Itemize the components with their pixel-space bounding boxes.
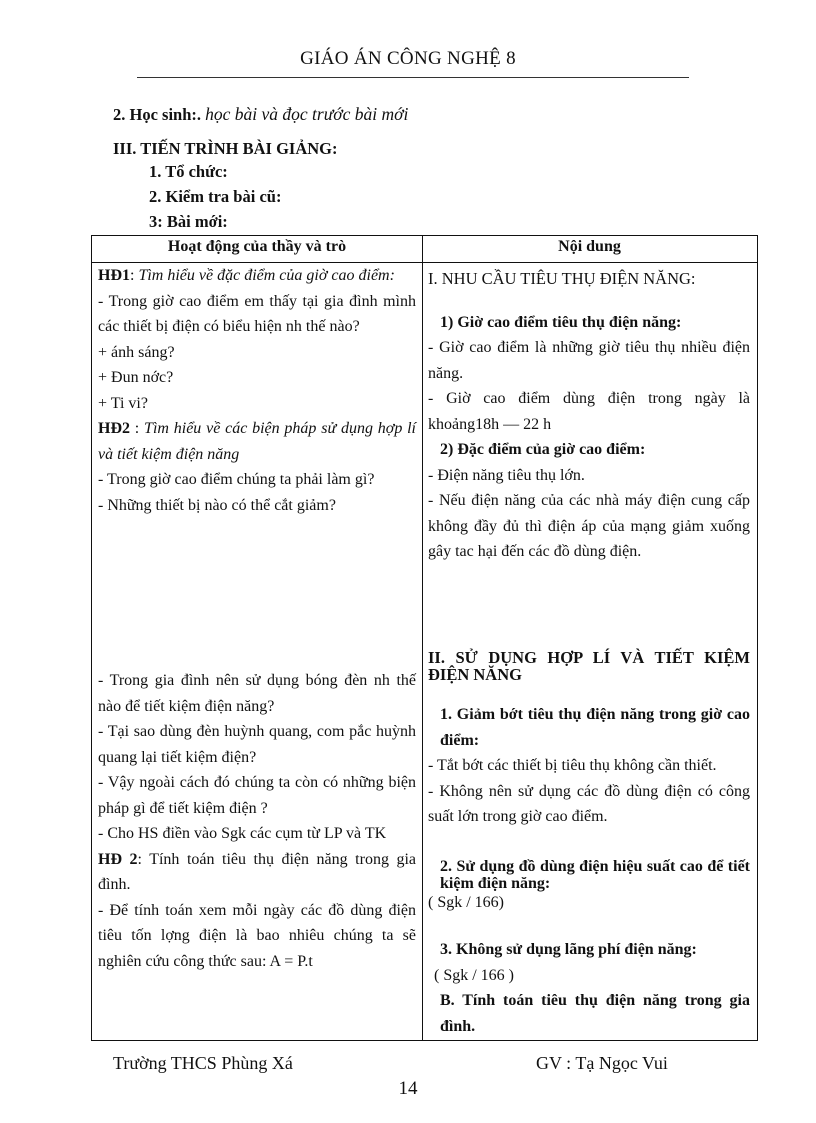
column-header-content: Nội dung xyxy=(558,238,621,255)
question-peak-hours: - Trong giờ cao điểm em thấy tại gia đình mình các thiết bị điện có biểu hiện nh thế nào? xyxy=(98,292,416,335)
subheading-peak-hours: 1) Giờ cao điểm tiêu thụ điện năng: xyxy=(440,313,682,331)
text-turn-off: - Tắt bớt các thiết bị tiêu thụ không cần thiết. xyxy=(428,757,717,774)
question-other-measures: - Vậy ngoài cách đó chúng ta còn có những biện pháp gì để tiết kiệm điện ? xyxy=(98,774,416,817)
text-voltage-drop: - Nếu điện năng của các nhà máy điện cung cấp không đầy đủ thì điện áp của mạng giảm xuống gây tac hại đến các đồ dùng điện. xyxy=(428,492,750,560)
hd2-label: HĐ2 xyxy=(98,420,130,437)
page-header-title: GIÁO ÁN CÔNG NGHỆ 8 xyxy=(300,48,516,69)
text-high-consumption: - Điện năng tiêu thụ lớn. xyxy=(428,466,585,484)
section-title: III. TIẾN TRÌNH BÀI GIẢNG: xyxy=(113,139,338,158)
question-devices-cut: - Những thiết bị nào có thể cắt giảm? xyxy=(98,496,336,514)
hd2-colon: : xyxy=(130,420,145,437)
content-part-one xyxy=(428,266,750,565)
column-header-activities: Hoạt động của thầy và trò xyxy=(167,238,347,255)
hd1-label: HĐ1 xyxy=(98,267,130,284)
header-divider xyxy=(137,77,689,78)
student-label: 2. Học sinh:. xyxy=(113,105,202,124)
hd2-title: Tìm hiểu về các biện pháp sử dụng hợp lí và tiết kiệm điện năng xyxy=(98,420,416,463)
column-divider xyxy=(422,236,423,1040)
student-line xyxy=(113,104,408,125)
question-fluorescent: - Tại sao dùng đèn huỳnh quang, com pắc huỳnh quang lại tiết kiệm điện? xyxy=(98,723,416,766)
text-peak-time: - Giờ cao điểm dùng điện trong ngày là khoảng18h — 22 h xyxy=(428,390,750,433)
text-avoid-high-power: - Không nên sử dụng các đồ dùng điện có công suất lớn trong giờ cao điểm. xyxy=(428,782,750,825)
step-review: 2. Kiểm tra bài cũ: xyxy=(149,187,282,206)
ref-sgk-166-b: ( Sgk / 166 ) xyxy=(434,966,514,984)
footer-school: Trường THCS Phùng Xá xyxy=(113,1053,293,1073)
footer-teacher: GV : Tạ Ngọc Vui xyxy=(536,1053,668,1073)
bullet-boil-water: + Đun nớc? xyxy=(98,369,174,386)
content-part-three xyxy=(428,702,750,830)
text-peak-definition: - Giờ cao điểm là những giờ tiêu thụ nhiều điện năng. xyxy=(428,339,750,382)
hd3-text: : Tính toán tiêu thụ điện năng trong gia đình. xyxy=(98,850,417,893)
bullet-tv: + Ti vi? xyxy=(98,394,148,412)
subheading-calculation: B. Tính toán tiêu thụ điện năng trong gia đình. xyxy=(440,992,750,1035)
activity-hd1-block xyxy=(98,263,416,518)
subheading-efficient-devices: 2. Sử dụng đồ dùng điện hiệu suất cao để tiết kiệm điện năng: xyxy=(440,858,750,892)
hd3-label: HĐ 2 xyxy=(98,850,138,868)
subheading-no-waste: 3. Không sử dụng lãng phí điện năng: xyxy=(440,941,697,958)
step-new-lesson: 3: Bài mới: xyxy=(149,212,228,231)
content-part-four xyxy=(428,858,750,911)
content-part-five xyxy=(428,937,750,1039)
question-what-to-do: - Trong giờ cao điểm chúng ta phải làm gì? xyxy=(98,471,375,488)
heading-demand: I. NHU CẦU TIÊU THỤ ĐIỆN NĂNG: xyxy=(428,269,696,288)
student-text: học bài và đọc trước bài mới xyxy=(205,104,409,124)
subheading-reduce-peak: 1. Giảm bớt tiêu thụ điện năng trong giờ cao điểm: xyxy=(440,706,750,749)
instruction-fill-sgk: - Cho HS điền vào Sgk các cụm từ LP và TK xyxy=(98,825,387,842)
page-number: 14 xyxy=(398,1078,418,1099)
lesson-table xyxy=(91,235,758,1041)
ref-sgk-166-a: ( Sgk / 166) xyxy=(428,894,504,911)
step-organization: 1. Tổ chức: xyxy=(149,162,228,181)
question-bulbs: - Trong gia đình nên sử dụng bóng đèn nh thế nào để tiết kiệm điện năng? xyxy=(98,672,416,715)
subheading-characteristics: 2) Đặc điểm của giờ cao điểm: xyxy=(440,441,646,458)
heading-rational-use: II. SỬ DỤNG HỢP LÍ VÀ TIẾT KIỆM ĐIỆN NĂNG xyxy=(428,648,750,684)
content-part-two xyxy=(428,649,750,683)
hd1-title: Tìm hiểu về đặc điểm của giờ cao điểm: xyxy=(138,267,395,284)
instruction-formula: - Để tính toán xem mỗi ngày các đồ dùng điện tiêu tốn lợng điện là bao nhiêu chúng ta sẽ nghiên cứu công thức sau: A = P.t xyxy=(98,901,416,970)
hd1-colon: : xyxy=(130,267,139,284)
bullet-light: + ánh sáng? xyxy=(98,343,175,361)
activity-saving-block xyxy=(98,668,416,974)
